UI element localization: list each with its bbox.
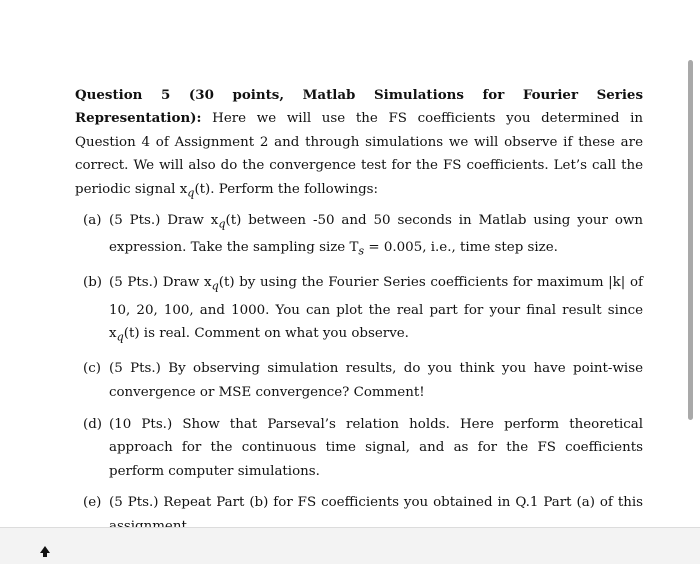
question-parts	[75, 209, 643, 539]
part-b	[75, 271, 643, 349]
part-text: = 0.005, i.e., time step size.	[364, 239, 558, 255]
question-intro-end: (t). Perform the followings:	[194, 181, 379, 197]
question-content	[75, 84, 643, 547]
question-title: Question 5 (30 points, Matlab Simulations for Fourier Series Representation):	[75, 87, 643, 127]
part-subscript: q	[211, 279, 219, 293]
question-intro	[75, 84, 643, 205]
bottom-toolbar	[0, 527, 700, 564]
part-a	[75, 209, 643, 264]
part-text: (10 Pts.) Show that Parseval’s relation holds. Here perform theoretical approach for the continuous time signal, and as for the FS coefficients perform computer simulations.	[109, 416, 643, 479]
part-text: (5 Pts.) Draw x	[109, 275, 212, 291]
part-label: (e)	[83, 495, 102, 511]
up-arrow-icon[interactable]	[38, 544, 52, 558]
part-d	[75, 413, 643, 484]
part-label: (a)	[83, 212, 102, 228]
intro-subscript: q	[187, 186, 195, 200]
part-text: (t) between -50 and 50 seconds in Matlab using your own expression. Take the sampling size T	[109, 212, 643, 255]
vertical-scrollbar[interactable]	[688, 60, 693, 420]
part-subscript: s	[358, 244, 365, 258]
part-subscript: q	[218, 217, 226, 231]
part-text: (5 Pts.) By observing simulation results, do you think you have point-wise convergence or MSE convergence? Comment!	[109, 361, 643, 400]
question-intro-text: Here we will use the FS coefficients you determined in Question 4 of Assignment 2 and through simulations we will observe if these are correct. We will also do the convergence test for the FS coefficients. Let’s call the periodic signal x	[75, 111, 643, 197]
part-text: (5 Pts.) Draw x	[109, 212, 219, 228]
part-text: (t) is real. Comment on what you observe.	[123, 326, 409, 342]
part-text: (t) by using the Fourier Series coefficients for maximum |k| of 10, 20, 100, and 1000. You can plot the real part for your final result since x	[109, 275, 643, 342]
part-c	[75, 357, 643, 404]
part-subscript: q	[116, 330, 124, 344]
part-label: (b)	[83, 275, 103, 291]
part-text: (5 Pts.) Repeat Part (b) for FS coefficients you obtained in Q.1 Part (a) of this	[109, 495, 643, 511]
part-label: (d)	[83, 416, 103, 432]
part-label: (c)	[83, 361, 101, 377]
